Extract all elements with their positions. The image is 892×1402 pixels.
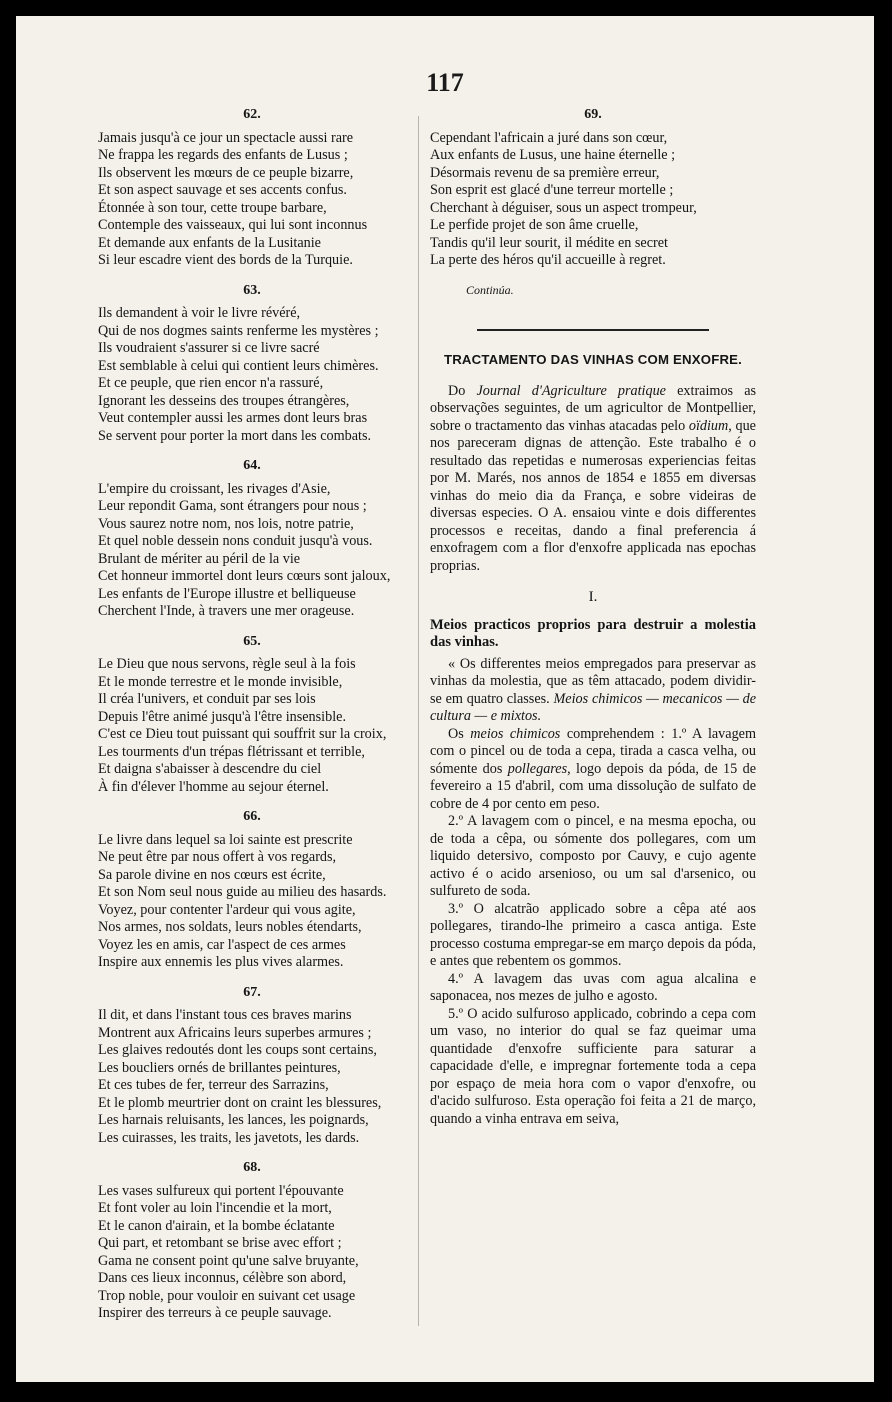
verse-line: Depuis l'être animé jusqu'à l'être insensible. [98,708,346,725]
verse-line: La perte des héros qu'il accueille à regret. [430,252,666,268]
verse-line: Et demande aux enfants de la Lusitanie [98,234,321,251]
verse-line: Et son Nom seul nous guide au milieu des hasards. [98,884,387,900]
verse-line: Sa parole divine en nos cœurs est écrite, [98,866,326,883]
intro-paragraph [430,383,756,576]
verse-line: Il dit, et dans l'instant tous ces braves marins [98,1007,352,1023]
verse-line: Nos armes, nos soldats, leurs nobles étendarts, [98,919,362,935]
verse-line: Trop noble, pour vouloir en suivant cet usage [98,1287,356,1304]
verse-line: Et son aspect sauvage et ses accents confus. [98,182,347,198]
poem-stanza [98,1007,406,1147]
poem-stanza [98,305,406,445]
p1-text-e: , logo depois da póda, de 15 de fevereiro a 15 d'abril, com uma dissolução de sulfato de cobre de 4 por cento em peso. [430,760,756,812]
poem-stanza [430,130,756,270]
verse-line: Voyez les en amis, car l'aspect de ces armes [98,936,346,953]
paragraph-3: 3.º O alcatrão applicado sobre a cêpa até aos pollegares, tirando-lhe primeiro a casca antiga. Este processo costuma empregar-se em março depois da póda, e antes que rebentem os gommos. [430,900,756,969]
verse-line: Les enfants de l'Europe illustre et belliqueuse [98,585,356,602]
verse-line: Aux enfants de Lusus, une haine éternelle ; [430,147,676,163]
classes-list: Meios chimicos — mecanicos — de cultura — e mixtos. [430,690,757,724]
verse-line: Étonnée à son tour, cette troupe barbare, [98,199,327,216]
verse-line: Désormais revenu de sa première erreur, [430,164,660,181]
p1-term: meios chimicos [470,725,561,742]
stanza-number: 63. [243,282,261,298]
stanza-number: 69. [584,107,602,122]
verse-line: Ils voudraient s'assurer si ce livre sacré [98,340,320,356]
verse-line: Ils demandent à voir le livre révéré, [98,305,301,321]
verse-line: Si leur escadre vient des bords de la Turquie. [98,252,353,268]
poem-stanza [98,481,406,621]
page-number: 117 [426,68,464,97]
verse-line: Et quel noble dessein nons conduit jusqu'à vous. [98,533,373,549]
verse-line: Se servent pour porter la mort dans les combats. [98,427,372,444]
intro-text-2: extraimos as observações seguintes, de um agricultor de Montpellier, sobre o tractamento das vinhas atacadas pelo [430,382,757,434]
section-rule [477,329,709,331]
verse-line: Veut contempler aussi les armes dont leurs bras [98,410,368,426]
verse-line: Leur repondit Gama, sont étrangers pour nous ; [98,498,367,514]
p1-term-2: pollegares [507,760,568,777]
verse-line: Qui part, et retombant se brise avec effort ; [98,1235,342,1251]
verse-line: Brulant de mériter au péril de la vie [98,550,301,567]
right-column [430,104,756,1128]
section-number: I. [588,589,598,605]
stanza-number: 68. [243,1160,261,1175]
stanza-number: 67. [243,984,261,1000]
paragraph-4: 4.º A lavagem das uvas com agua alcalina e saponacea, nos mezes de julho e agosto. [430,970,756,1004]
verse-line: Les glaives redoutés dont les coups sont certains, [98,1042,377,1058]
poem-stanzas [98,106,406,1323]
verse-line: Le Dieu que nous servons, règle seul à la fois [98,656,356,672]
classes-paragraph [430,656,756,726]
verse-line: Inspirer des terreurs à ce peuple sauvage. [98,1305,332,1321]
oidium-term: oïdium [688,417,729,434]
verse-line: Les vases sulfureux qui portent l'épouvante [98,1182,344,1199]
journal-name: Journal d'Agriculture pratique [476,382,666,399]
verse-line: Et font voler au loin l'incendie et la mort, [98,1200,332,1216]
verse-line: Cependant l'africain a juré dans son cœur, [430,129,668,146]
verse-line: Qui de nos dogmes saints renferme les mystères ; [98,322,379,339]
verse-line: Cherchent l'Inde, à travers une mer orageuse. [98,603,355,619]
verse-line: Vous saurez notre nom, nos lois, notre patrie, [98,515,354,532]
verse-line: Les boucliers ornés de brillantes peintures, [98,1059,341,1076]
verse-line: Ils observent les mœurs de ce peuple bizarre, [98,164,354,181]
poem-stanza [98,1183,406,1323]
verse-line: Cet honneur immortel dont leurs cœurs sont jaloux, [98,568,391,584]
verse-line: Le perfide projet de son âme cruelle, [430,217,639,233]
paragraph-2: 2.º A lavagem com o pincel, e na mesma epocha, ou de toda a cêpa, ou sómente dos pollegares, com um liquido detersivo, composto por Cauvy, e cujo agente activo é o acido arsenioso, ou um sal d'arsenico, ou sulfureto de soda. [430,813,756,899]
poem-stanza [98,656,406,796]
verse-line: Gama ne consent point qu'une salve bruyante, [98,1252,359,1269]
verse-line: Ignorant les desseins des troupes étrangères, [98,392,350,409]
document-page [16,16,874,1382]
verse-line: Inspire aux ennemis les plus vives alarmes. [98,954,344,970]
verse-line: Son esprit est glacé d'une terreur mortelle ; [430,182,674,198]
stanza-number: 66. [243,809,261,824]
left-column [98,104,406,1335]
verse-line: Les cuirasses, les traits, les javetots, les dards. [98,1129,360,1146]
verse-line: Voyez, pour contenter l'ardeur qui vous agite, [98,901,356,918]
stanza-number: 64. [243,458,261,473]
verse-line: C'est ce Dieu tout puissant qui souffrit sur la croix, [98,726,387,742]
p1-text-a: Os [448,725,471,742]
classes-text: « Os differentes meios empregados para preservar as vinhas da molestia, que as têm attacado, podem dividir-se em quatro classes. [430,655,756,707]
verse-line: Montrent aux Africains leurs superbes armures ; [98,1024,372,1041]
verse-line: L'empire du croissant, les rivages d'Asie, [98,480,331,497]
verse-line: Jamais jusqu'à ce jour un spectacle aussi rare [98,129,354,146]
verse-line: Et le plomb meurtrier dont on craint les blessures, [98,1094,382,1111]
verse-line: Tandis qu'il leur sourit, il médite en secret [430,234,668,251]
intro-text-3: , que nos pareceram dignas de attenção. Este trabalho é o resultado das repetidas e numerosas experiencias feitas por M. Marés, nos annos de 1854 e 1855 em diversas vinhas do meio dia da França, e sobre videiras de diversas especies. O A. ensaiou vinte e dois differentes processos e receitas, dando a final preferencia á enxofragem com a flor d'enxofre applicada nas epochas proprias. [430,417,756,574]
p1-text-c: comprehendem : 1.º A lavagem com o pincel ou de toda a cepa, tirada a casca velha, ou sómente dos [430,725,756,777]
verse-line: Les harnais reluisants, les lances, les poignards, [98,1112,369,1128]
continua-note: Continúa. [466,282,514,297]
article-title: TRACTAMENTO DAS VINHAS COM ENXOFRE. [443,352,743,367]
column-divider [418,116,419,1326]
paragraph-1 [430,726,756,814]
verse-line: Contemple des vaisseaux, qui lui sont inconnus [98,217,368,233]
verse-line: Ne frappa les regards des enfants de Lusus ; [98,147,348,163]
verse-line: Les tourments d'un trépas flétrissant et terrible, [98,743,365,760]
verse-line: Ne peut être par nous offert à vos regards, [98,849,337,865]
intro-text-1: Do [448,382,477,399]
paragraph-5: 5.º O acido sulfuroso applicado, cobrindo a cepa com um vaso, no interior do qual se faz queimar uma quantidade d'enxofre sufficiente para saturar a capacidade d'elle, e impregnar fortemente toda a cepa por espaço de meia hora com o vapor d'enxofre, ou d'acido sulfuroso. Esta operação foi feita a 21 de março, quando a vinha entrava em seiva, [430,1005,756,1127]
stanza-number: 65. [243,633,261,649]
verse-line: Dans ces lieux inconnus, célèbre son abord, [98,1270,347,1286]
stanza-number: 62. [243,107,261,122]
verse-line: Et le monde terrestre et le monde invisible, [98,673,343,690]
verse-line: Et le canon d'airain, et la bombe éclatante [98,1217,335,1234]
verse-line: Et ce peuple, que rien encor n'a rassuré, [98,375,324,391]
verse-line: Cherchant à déguiser, sous un aspect trompeur, [430,199,697,216]
verse-line: Et daigna s'abaisser à descendre du ciel [98,761,322,777]
verse-line: Et ces tubes de fer, terreur des Sarrazins, [98,1077,329,1093]
poem-stanza [98,130,406,270]
verse-line: Il créa l'univers, et conduit par ses lois [98,691,316,707]
poem-stanza [98,832,406,972]
section-heading: Meios practicos proprios para destruir a molestia das vinhas. [430,616,756,650]
verse-line: Le livre dans lequel sa loi sainte est prescrite [98,831,353,848]
verse-line: Est semblable à celui qui contient leurs chimères. [98,357,379,374]
verse-line: À fin d'élever l'homme au sejour éternel. [98,778,329,795]
